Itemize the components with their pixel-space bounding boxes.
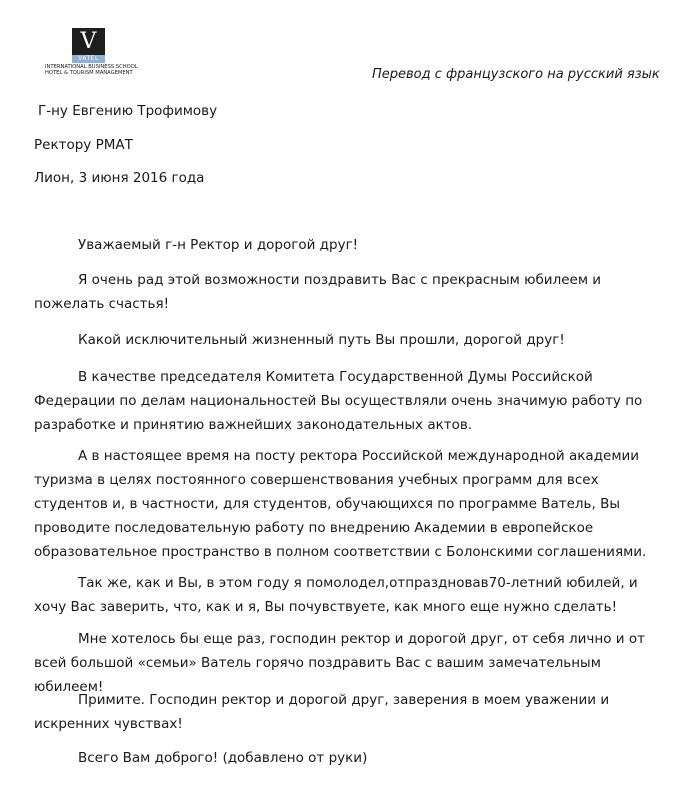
paragraph-3 (34, 365, 659, 437)
paragraph-2 (34, 328, 659, 352)
paragraph-2-text: Какой исключительный жизненный путь Вы прошли, дорогой друг! (78, 332, 565, 348)
greeting-text: Уважаемый г-н Ректор и дорогой друг! (78, 237, 359, 253)
paragraph-1 (34, 268, 659, 316)
translation-note: Перевод с французского на русский язык (372, 67, 660, 82)
paragraph-6-text: Мне хотелось бы еще раз, господин ректор и дорогой друг, от себя лично и от всей большой «семьи» Ватель горячо поздравить Вас с вашим замечательным юбилеем! (34, 631, 645, 695)
paragraph-1-text: Я очень рад этой возможности поздравить Вас с прекрасным юбилеем и пожелать счастья! (34, 272, 602, 312)
logo-caption-line2: HOTEL & TOURISM MANAGEMENT (45, 70, 133, 76)
paragraph-4 (34, 444, 659, 564)
logo-mark (72, 28, 105, 63)
logo-brand: VATEL (72, 55, 105, 63)
closing-text: Всего Вам доброго! (добавлено от руки) (78, 750, 368, 766)
position-line: Ректору РМАТ (34, 137, 133, 153)
paragraph-4-text: А в настоящее время на посту ректора Российской международной академии туризма в целях постоянного совершенствования учебных программ для всех студентов и, в частности, для студентов, обучающихся по программе Ватель, Вы проводите последовательную работу по внедрению Академии в европейское образовательное пространство в полном соответствии с Болонскими соглашениями. (34, 448, 647, 560)
recipient-line: Г-ну Евгению Трофимову (38, 103, 218, 119)
paragraph-3-text: В качестве председателя Комитета Государственной Думы Российской Федерации по делам национальностей Вы осуществляли очень значимую работу по разработке и принятию важнейших законодательных актов. (34, 369, 643, 433)
paragraph-7 (34, 688, 659, 736)
paragraph-5 (34, 571, 659, 619)
closing (34, 746, 659, 770)
paragraph-7-text: Примите. Господин ректор и дорогой друг, заверения в моем уважении и искренних чувствах! (34, 692, 610, 732)
greeting (34, 233, 659, 257)
logo-caption (45, 64, 155, 76)
logo-letter: V (72, 28, 105, 55)
paragraph-5-text: Так же, как и Вы, в этом году я помолодел,отпраздновав70-летний юбилей, и хочу Вас заверить, что, как и я, Вы почувствуете, как много еще нужно сделать! (34, 575, 638, 615)
place-date-line: Лион, 3 июня 2016 года (34, 170, 205, 186)
logo-caption-line1: INTERNATIONAL BUSINESS SCHOOL (45, 64, 138, 70)
